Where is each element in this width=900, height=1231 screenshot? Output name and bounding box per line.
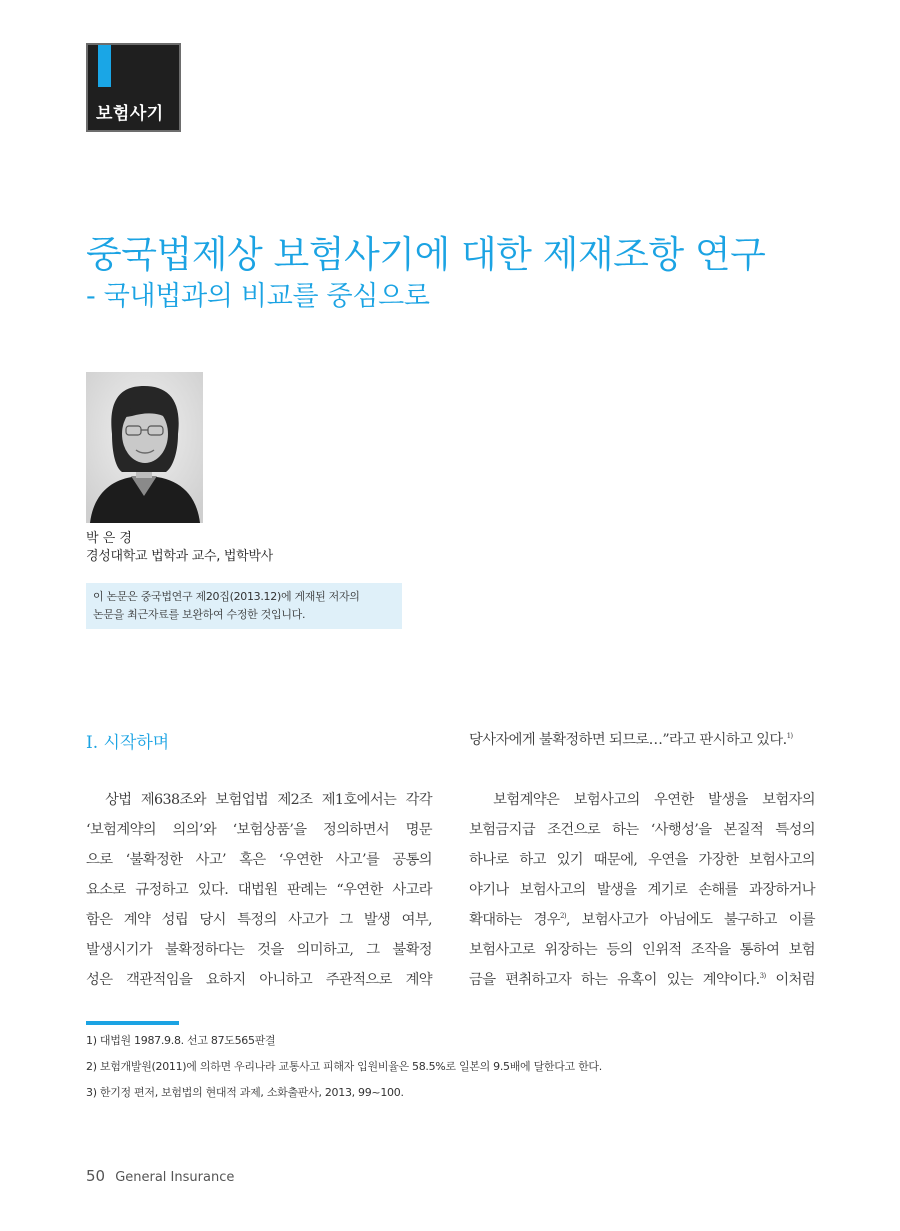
footnote-ref[interactable]: 1) [786, 732, 793, 741]
footnote-divider [86, 1021, 179, 1025]
article-subtitle: - 국내법과의 비교를 중심으로 [86, 281, 430, 312]
left-column-body [86, 785, 432, 995]
body-line: 보험사고로 위장하는 등의 인위적 조작을 통하여 보험 [469, 942, 815, 958]
footnote-item: 2) 보험개발원(2011)에 의하면 우리나라 교통사고 피해자 입원비율은 58.5%로 일본의 9.5배에 달한다고 한다. [86, 1060, 602, 1073]
page-number: 50 [86, 1167, 106, 1185]
body-text: , 보험사고가 아님에도 불구하고 이를 [566, 912, 815, 928]
page-footer [86, 1166, 234, 1185]
right-column-body [469, 785, 815, 995]
body-line: 으로 ‘불확정한 사고’ 혹은 ‘우연한 사고’를 공통의 [86, 852, 432, 868]
footnote-ref[interactable]: 3) [759, 972, 766, 981]
body-line: 하나로 하고 있기 때문에, 우연을 가장한 보험사고의 [469, 852, 815, 868]
body-line [469, 725, 815, 755]
body-line: 요소로 규정하고 있다. 대법원 판례는 “우연한 사고라 [86, 882, 432, 898]
body-line: 보험계약은 보험사고의 우연한 발생을 보험자의 [469, 792, 815, 808]
body-line: ‘보험계약의 의의’와 ‘보험상품’을 정의하면서 명문 [86, 822, 432, 838]
body-line: 상법 제638조와 보험업법 제2조 제1호에서는 각각 [86, 792, 432, 808]
body-text: 당사자에게 불확정하면 되므로…”라고 판시하고 있다. [469, 732, 787, 748]
section-heading: Ⅰ. 시작하며 [86, 733, 170, 753]
section-tag-accent [98, 45, 111, 87]
author-affiliation: 경성대학교 법학과 교수, 법학박사 [86, 549, 273, 564]
body-text: 이처럼 [765, 972, 815, 988]
author-photo [86, 372, 203, 523]
footnotes [86, 1032, 602, 1110]
section-tag [86, 43, 181, 132]
right-column-continuation [469, 725, 815, 755]
body-line: 야기나 보험사고의 발생을 계기로 손해를 과장하거나 [469, 882, 815, 898]
body-line [469, 905, 815, 935]
publication-name: General Insurance [115, 1170, 235, 1185]
note-line: 논문을 최근자료를 보완하여 수정한 것입니다. [93, 608, 306, 621]
body-line: 발생시기가 불확정하다는 것을 의미하고, 그 불확정 [86, 942, 432, 958]
body-line: 성은 객관적임을 요하지 아니하고 주관적으로 계약 [86, 972, 432, 988]
section-tag-label: 보험사기 [96, 104, 164, 124]
note-line: 이 논문은 중국법연구 제20집(2013.12)에 게재된 저자의 [93, 590, 360, 603]
body-text: 금을 편취하고자 하는 유혹이 있는 계약이다. [469, 972, 760, 988]
article-title: 중국법제상 보험사기에 대한 제재조항 연구 [86, 233, 766, 276]
author-name: 박 은 경 [86, 531, 132, 546]
footnote-ref[interactable]: 2) [560, 912, 566, 921]
publication-note [86, 583, 402, 629]
footnote-item: 3) 한기정 편저, 보험법의 현대적 과제, 소화출판사, 2013, 99~100. [86, 1086, 404, 1099]
footnote-item: 1) 대법원 1987.9.8. 선고 87도565판결 [86, 1034, 276, 1047]
author-photo-graphic [86, 372, 203, 523]
body-line: 함은 계약 성립 당시 특정의 사고가 그 발생 여부, [86, 912, 432, 928]
body-line: 보험금지급 조건으로 하는 ‘사행성’을 본질적 특성의 [469, 822, 815, 838]
body-line [469, 965, 815, 995]
body-text: 확대하는 경우 [469, 912, 560, 928]
